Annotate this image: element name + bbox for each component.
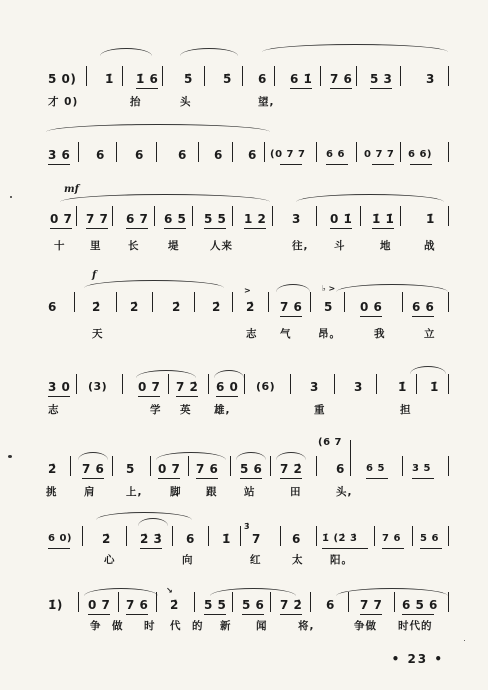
note-group: 6 bbox=[326, 598, 335, 612]
note-group: 2̇ bbox=[172, 300, 181, 314]
note-group: 6 bbox=[336, 462, 345, 476]
note-group: 5 3 bbox=[370, 72, 393, 86]
note-group: 1 2 bbox=[244, 212, 267, 226]
note-group: 6 0) bbox=[48, 533, 72, 544]
note-group: 2̇ bbox=[170, 598, 179, 612]
note-group: 6 bbox=[96, 148, 105, 162]
note-group: 5 6 bbox=[242, 598, 265, 612]
score-system-8: ↘ 1̇) 0 7 7 6 2̇ 5 5 5 6 7 2̇ 6 7 7 6 5 6 争 做 时 代 的 新 闻 将, 争做 时代的 bbox=[0, 580, 488, 650]
lyric: 闻 bbox=[256, 620, 268, 632]
note-group: 1̇ (2̇ 3̇ bbox=[322, 533, 358, 544]
lyric: 心 bbox=[104, 554, 116, 566]
note-group: 1̇ 1̇ bbox=[372, 212, 395, 226]
score-system-7: 3̇ 6 0) 2̇ 2̇ 3̇ 6 1̇ 7 6 1̇ (2̇ 3̇ 7 6 5 6 心 向 红 太 阳。 bbox=[0, 508, 488, 578]
note-group: 5 5 bbox=[204, 212, 227, 226]
lyric: 阳。 bbox=[330, 554, 353, 566]
lyric: 红 bbox=[250, 554, 262, 566]
note-group: 6 5 bbox=[366, 463, 385, 474]
lyric: 斗 bbox=[334, 240, 346, 252]
lyric: 天 bbox=[92, 328, 104, 340]
lyric: 里 bbox=[90, 240, 102, 252]
lyric: 重 bbox=[314, 404, 326, 416]
note-group: 6 bbox=[258, 72, 267, 86]
note-group: 2̇ bbox=[130, 300, 139, 314]
lyric: 十 bbox=[54, 240, 66, 252]
lyric: 昂。 bbox=[318, 328, 341, 340]
note-group: 2̇ bbox=[48, 462, 57, 476]
score-system-4: f > ♭ > 6 2̇ 2̇ 2̇ 2̇ 2̇ 7 6 5 0 6 6 6 天 志 气 昂。 我 立 bbox=[0, 268, 488, 348]
note-group: 6 7 bbox=[126, 212, 149, 226]
lyric: 往, bbox=[292, 240, 309, 252]
lyric: 时 bbox=[144, 620, 156, 632]
note-group: 5 6 bbox=[420, 533, 439, 544]
note-group: 6 bbox=[48, 300, 57, 314]
note-group: 0 7 bbox=[88, 598, 111, 612]
note-group: 6 bbox=[186, 532, 195, 546]
note-group: 1̇ bbox=[222, 532, 231, 546]
note-group: 3 6 bbox=[48, 148, 71, 162]
note-group: 0 7 bbox=[138, 380, 161, 394]
lyric: 英 bbox=[180, 404, 192, 416]
note-group: 1̇ bbox=[426, 212, 435, 226]
lyric: 头, bbox=[336, 486, 353, 498]
lyric: 脚 bbox=[170, 486, 182, 498]
lyric: 长 bbox=[128, 240, 140, 252]
note-group: 3 bbox=[426, 72, 435, 86]
lyric: 肩 bbox=[84, 486, 96, 498]
lyric: 头 bbox=[180, 96, 192, 108]
lyric: 向 bbox=[182, 554, 194, 566]
note-group: 6 5 6 bbox=[402, 598, 438, 612]
note-group: 3 0 bbox=[48, 380, 71, 394]
note-group: 1̇ bbox=[105, 72, 114, 86]
note-group: 5 5 bbox=[204, 598, 227, 612]
note-group: 7 6 bbox=[196, 462, 219, 476]
note-group: 2̇ 3̇ bbox=[140, 532, 163, 546]
lyric: 望, bbox=[258, 96, 275, 108]
note-group: (0 7 7 bbox=[270, 149, 306, 160]
note-group: 5 bbox=[324, 300, 333, 314]
score-system-1 bbox=[0, 40, 488, 110]
lyric: 争做 bbox=[354, 620, 377, 632]
note-group: 6 bbox=[292, 532, 301, 546]
note-group: 0 7 bbox=[158, 462, 181, 476]
lyric: 做 bbox=[112, 620, 124, 632]
lyric: 才 0) bbox=[48, 96, 79, 108]
note-group: 7 6 bbox=[330, 72, 353, 86]
note-group: 5̇ bbox=[223, 72, 232, 86]
lyric: 我 bbox=[374, 328, 386, 340]
lyric: 上, bbox=[126, 486, 143, 498]
note-group: 5 0) bbox=[48, 72, 77, 86]
lyric: 担 bbox=[400, 404, 412, 416]
note-group: 0 7 bbox=[50, 212, 73, 226]
note-group: 5 6 bbox=[240, 462, 263, 476]
lyric: 代 bbox=[170, 620, 182, 632]
note-group: 1̇) bbox=[48, 598, 63, 612]
lyric: 志 bbox=[246, 328, 258, 340]
note-group: 7 6 bbox=[126, 598, 149, 612]
note-group: 7 bbox=[252, 532, 261, 546]
lyric: 气 bbox=[280, 328, 292, 340]
score-system-3 bbox=[0, 182, 488, 262]
note-group: 7 6 bbox=[280, 300, 303, 314]
note-group: 2̇ bbox=[212, 300, 221, 314]
note-group: 6 5 bbox=[164, 212, 187, 226]
lyric: 田 bbox=[290, 486, 302, 498]
note-group: 6 bbox=[248, 148, 257, 162]
lyric: 将, bbox=[298, 620, 315, 632]
lyric: 堤 bbox=[168, 240, 180, 252]
note-group: 6 0 bbox=[216, 380, 239, 394]
note-group: 7 6 bbox=[82, 462, 105, 476]
note-group: 0 7 7 bbox=[364, 149, 395, 160]
note-group: 7 2̇ bbox=[280, 462, 303, 476]
lyric: 跟 bbox=[206, 486, 218, 498]
note-group: 2̇ bbox=[102, 532, 111, 546]
note-group: 6 6 bbox=[326, 149, 345, 160]
page-number: • 23 • bbox=[391, 652, 444, 666]
note-group: 1̇ bbox=[430, 380, 439, 394]
lyric: 立 bbox=[424, 328, 436, 340]
lyric: 地 bbox=[380, 240, 392, 252]
lyric: 人来 bbox=[210, 240, 233, 252]
note-group: 2̇ bbox=[246, 300, 255, 314]
note-group: 5 bbox=[126, 462, 135, 476]
note-group: 6 bbox=[178, 148, 187, 162]
note-group: 6 bbox=[214, 148, 223, 162]
note-group: 2̇ bbox=[92, 300, 101, 314]
lyric: 新 bbox=[220, 620, 232, 632]
note-group: 7 6 bbox=[382, 533, 401, 544]
note-group: 0 1̇ bbox=[330, 212, 353, 226]
note-group: 1̇ bbox=[398, 380, 407, 394]
lyric: 挑 bbox=[46, 486, 58, 498]
note-group: 7 7 bbox=[86, 212, 109, 226]
note-group: 3 5 bbox=[412, 463, 431, 474]
lyric: 雄, bbox=[214, 404, 231, 416]
lyric: 太 bbox=[292, 554, 304, 566]
lyric: 学 bbox=[150, 404, 162, 416]
lyric: 时代的 bbox=[398, 620, 433, 632]
dynamic-marking: f bbox=[92, 270, 97, 281]
note-group: (6) bbox=[256, 380, 276, 393]
note-group: 3 bbox=[292, 212, 301, 226]
note-group: 7 7 bbox=[360, 598, 383, 612]
lyric: 战 bbox=[424, 240, 436, 252]
note-group: 5̇ bbox=[184, 72, 193, 86]
lyric: 抬 bbox=[130, 96, 142, 108]
note-group: 7 2̇ bbox=[176, 380, 199, 394]
score-system-5 bbox=[0, 356, 488, 436]
note-group: 0 6 bbox=[360, 300, 383, 314]
note-group: 6 bbox=[135, 148, 144, 162]
bracket-note: (6 7 bbox=[318, 437, 342, 448]
lyric: 志 bbox=[48, 404, 60, 416]
note-group: 3 bbox=[310, 380, 319, 394]
lyric: 的 bbox=[192, 620, 204, 632]
lyric: 站 bbox=[244, 486, 256, 498]
note-group: 1̇ 6 bbox=[136, 72, 159, 86]
note-group: 6 6) bbox=[408, 149, 432, 160]
note-group: 6 1̇ bbox=[290, 72, 313, 86]
note-group: (3) bbox=[88, 380, 108, 393]
note-group: 7 2̇ bbox=[280, 598, 303, 612]
note-group: 6 6 bbox=[412, 300, 435, 314]
lyric: 争 bbox=[90, 620, 102, 632]
score-system-6 bbox=[0, 432, 488, 512]
dynamic-marking: mf bbox=[64, 184, 79, 195]
note-group: 3 bbox=[354, 380, 363, 394]
score-system-2 bbox=[0, 118, 488, 178]
